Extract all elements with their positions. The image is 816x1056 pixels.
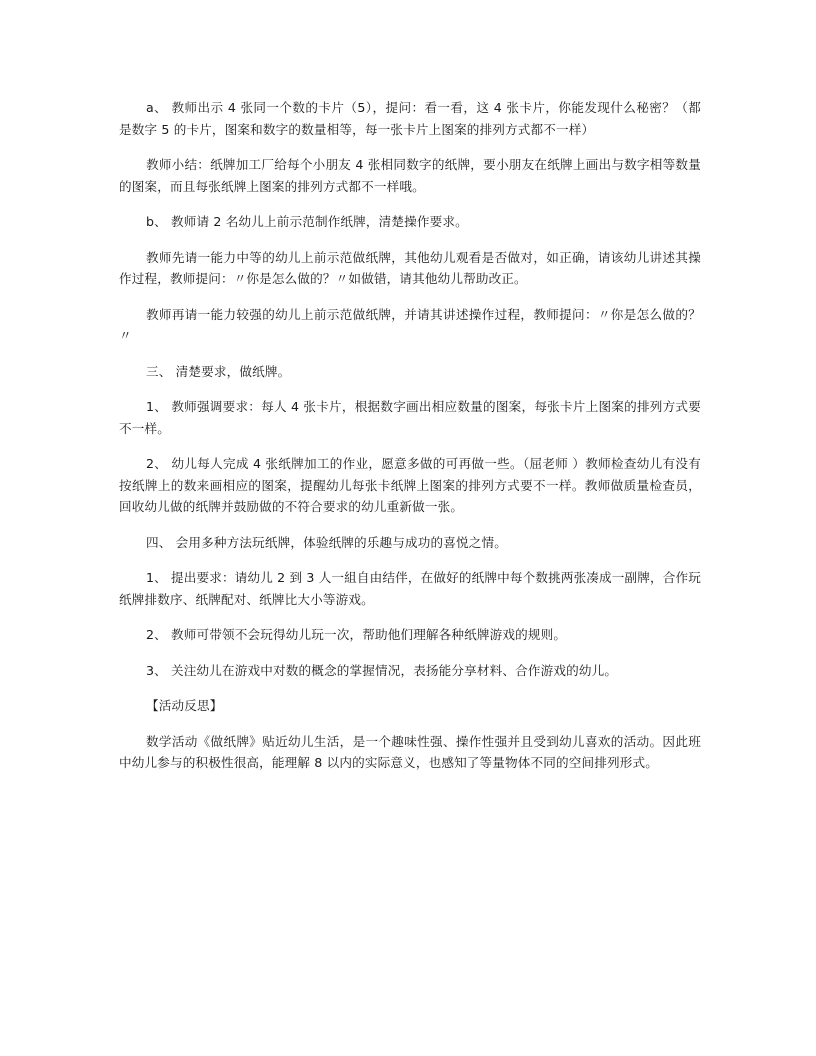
paragraph-game-2: 2、 教师可带领不会玩得幼儿玩一次，帮助他们理解各种纸牌游戏的规则。 xyxy=(146,627,567,642)
paragraph-second-demo: 教师再请一能力较强的幼儿上前示范做纸牌，并请其讲述操作过程，教师提问：〃你是怎么做的？〃 xyxy=(119,306,701,343)
paragraph-reflection: 数学活动《做纸牌》贴近幼儿生活，是一个趣味性强、操作性强并且受到幼儿喜欢的活动。因此班中幼儿参与的积极性很高，能理解 8 以内的实际意义，也感知了等量物体不同的空间排列形式。 xyxy=(119,733,701,770)
paragraph-step-1: 1、 教师强调要求：每人 4 张卡片，根据数字画出相应数量的图案，每张卡片上图案的排列方式要不一样。 xyxy=(119,399,701,436)
paragraph-step-2: 2、 幼儿每人完成 4 张纸牌加工的作业，愿意多做的可再做一些。（屈老师 ）教师检查幼儿有没有按纸牌上的数来画相应的图案，提醒幼儿每张卡纸牌上图案的排列方式要不一样。教师做质量检查员，回收幼儿做的纸牌并鼓励做的不符合要求的幼儿重新做一张。 xyxy=(119,456,701,514)
paragraph-teacher-summary: 教师小结：纸牌加工厂给每个小朋友 4 张相同数字的纸牌，要小朋友在纸牌上画出与数字相等数量的图案，而且每张纸牌上图案的排列方式都不一样哦。 xyxy=(119,157,701,194)
paragraph-game-3: 3、 关注幼儿在游戏中对数的概念的掌握情况，表扬能分享材料、合作游戏的幼儿。 xyxy=(146,662,618,678)
document-body xyxy=(119,97,701,788)
section-heading-reflection: 【活动反思】 xyxy=(146,698,223,713)
paragraph-card-question: a、 教师出示 4 张同一个数的卡片（5），提问：看一看，这 4 张卡片，你能发现什么秘密？（都是数字 5 的卡片，图案和数字的数量相等，每一张卡片上图案的排列方式都不一样） xyxy=(119,100,701,137)
paragraph-first-demo: 教师先请一能力中等的幼儿上前示范做纸牌，其他幼儿观看是否做对，如正确，请该幼儿讲述其操作过程，教师提问：〃你是怎么做的？〃如做错，请其他幼儿帮助改正。 xyxy=(119,249,701,286)
paragraph-game-1: 1、 提出要求：请幼儿 2 到 3 人一組自由结伴，在做好的纸牌中每个数挑两张凑成一副牌，合作玩纸牌排数序、纸牌配对、纸牌比大小等游戏。 xyxy=(119,570,702,607)
section-heading-three: 三、 清楚要求，做纸牌。 xyxy=(146,363,291,379)
section-heading-four: 四、 会用多种方法玩纸牌，体验纸牌的乐趣与成功的喜悦之情。 xyxy=(146,534,507,550)
paragraph-demo-request: b、 教师请 2 名幼儿上前示范制作纸牌，清楚操作要求。 xyxy=(146,214,468,229)
